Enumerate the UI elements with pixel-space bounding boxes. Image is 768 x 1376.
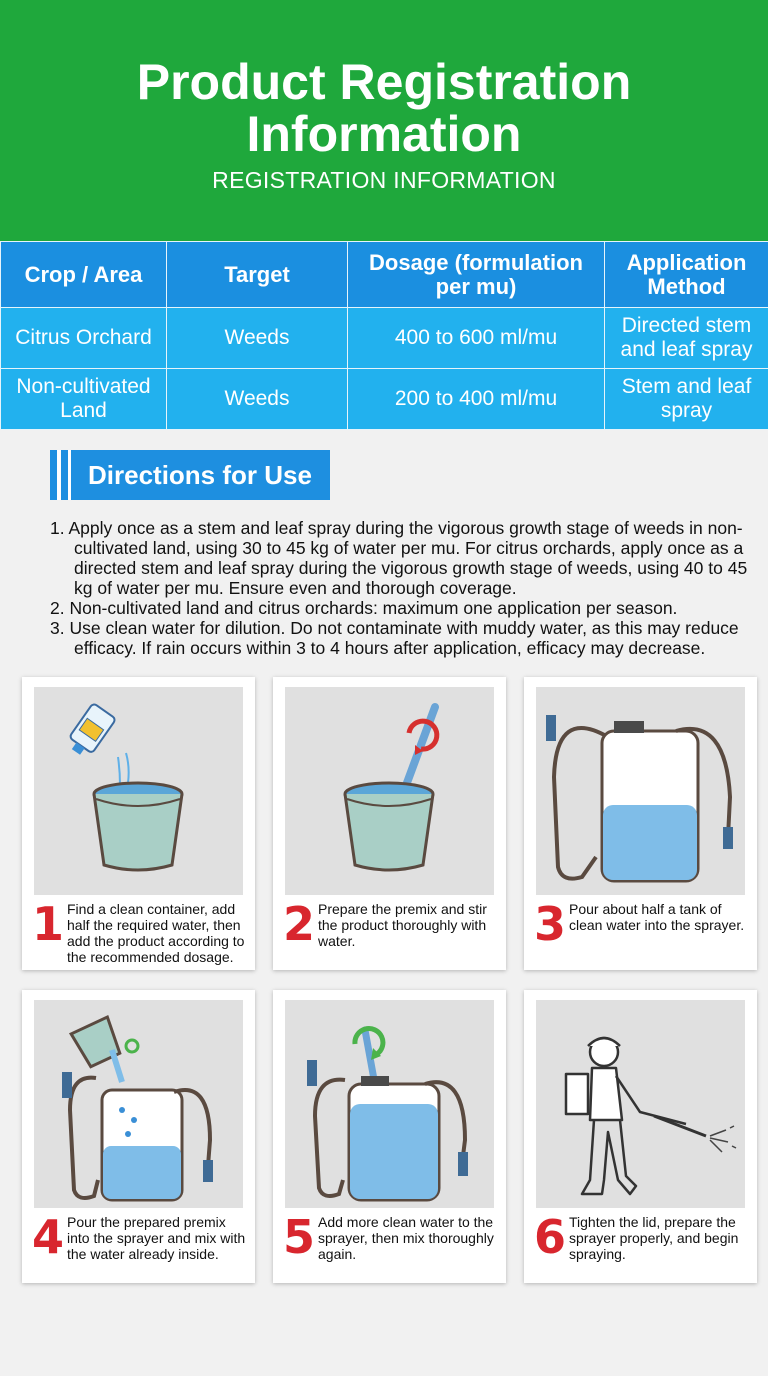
header-banner: [0, 0, 768, 241]
stir-bucket-icon: [285, 687, 494, 895]
table-cell-method: Directed stem and leaf spray: [605, 308, 768, 369]
step-caption: Pour about half a tank of clean water into the sprayer.: [569, 901, 745, 933]
table-cell-crop: Citrus Orchard: [1, 308, 167, 369]
step-card: [22, 677, 255, 970]
column-header-application-method: Application Method: [605, 242, 768, 308]
table-cell-target: Weeds: [167, 369, 348, 430]
table-cell-target: Weeds: [167, 308, 348, 369]
column-header-crop-area: Crop / Area: [1, 242, 167, 308]
step-caption: Prepare the premix and stir the product thoroughly with water.: [318, 901, 487, 949]
person-spraying-icon: [536, 1000, 745, 1208]
table-header-row: [1, 242, 768, 308]
registration-table: [0, 241, 768, 430]
column-header-dosage: [348, 242, 605, 308]
step-caption: Find a clean container, add half the required water, then add the product according to the recommended dosage.: [67, 901, 245, 965]
step-caption: Pour the prepared premix into the sprayer and mix with the water already inside.: [67, 1214, 246, 1262]
pour-premix-into-sprayer-icon: [34, 1000, 243, 1208]
step-number: 4: [32, 1210, 65, 1264]
half-filled-sprayer-icon: [536, 687, 745, 895]
step-card: [273, 990, 506, 1283]
step-card: [22, 990, 255, 1283]
table-cell-method: Stem and leaf spray: [605, 369, 768, 430]
table-row: [1, 369, 768, 430]
page-subtitle: REGISTRATION INFORMATION: [212, 167, 556, 193]
step-number: 3: [534, 897, 567, 951]
directions-heading: Directions for Use: [88, 460, 312, 490]
step-caption: Add more clean water to the sprayer, then mix thoroughly again.: [318, 1214, 494, 1262]
table-row: [1, 308, 768, 369]
directions-list: [50, 518, 758, 658]
direction-item: 3. Use clean water for dilution. Do not contaminate with muddy water, as this may reduce efficacy. If rain occurs within 3 to 4 hours after application, efficacy may decrease.: [50, 618, 739, 658]
page-title: Product Registration Information: [136, 54, 632, 162]
heading-accent-bar: [57, 450, 61, 500]
refill-and-mix-sprayer-icon: [285, 1000, 494, 1208]
pour-product-into-bucket-icon: [34, 687, 243, 895]
step-caption: Tighten the lid, prepare the sprayer properly, and begin spraying.: [569, 1214, 739, 1262]
step-number: 2: [283, 897, 316, 951]
step-number: 5: [283, 1210, 316, 1264]
step-card: [524, 990, 757, 1283]
step-card: [273, 677, 506, 970]
dosage-header-text: Dosage (formulation per mu): [369, 249, 583, 299]
direction-item: 2. Non-cultivated land and citrus orchards: maximum one application per season.: [50, 598, 678, 618]
step-number: 6: [534, 1210, 567, 1264]
step-number: 1: [32, 897, 65, 951]
direction-item: 1. Apply once as a stem and leaf spray during the vigorous growth stage of weeds in non-cultivated land, using 30 to 45 kg of water per mu. For citrus orchards, apply once as a directed stem and leaf spray during the vigorous growth stage of weeds, using 40 to 45 kg of water per mu. Ensure even and thorough coverage.: [50, 518, 748, 598]
table-cell-crop: [1, 369, 167, 430]
table-cell-dosage: 400 to 600 ml/mu: [348, 308, 605, 369]
directions-heading-badge: [50, 450, 330, 500]
table-cell-dosage: 200 to 400 ml/mu: [348, 369, 605, 430]
column-header-target: Target: [167, 242, 348, 308]
table-cell-crop-text: Non-cultivated Land: [16, 375, 151, 422]
step-card: [524, 677, 757, 970]
heading-accent-bar: [68, 450, 71, 500]
